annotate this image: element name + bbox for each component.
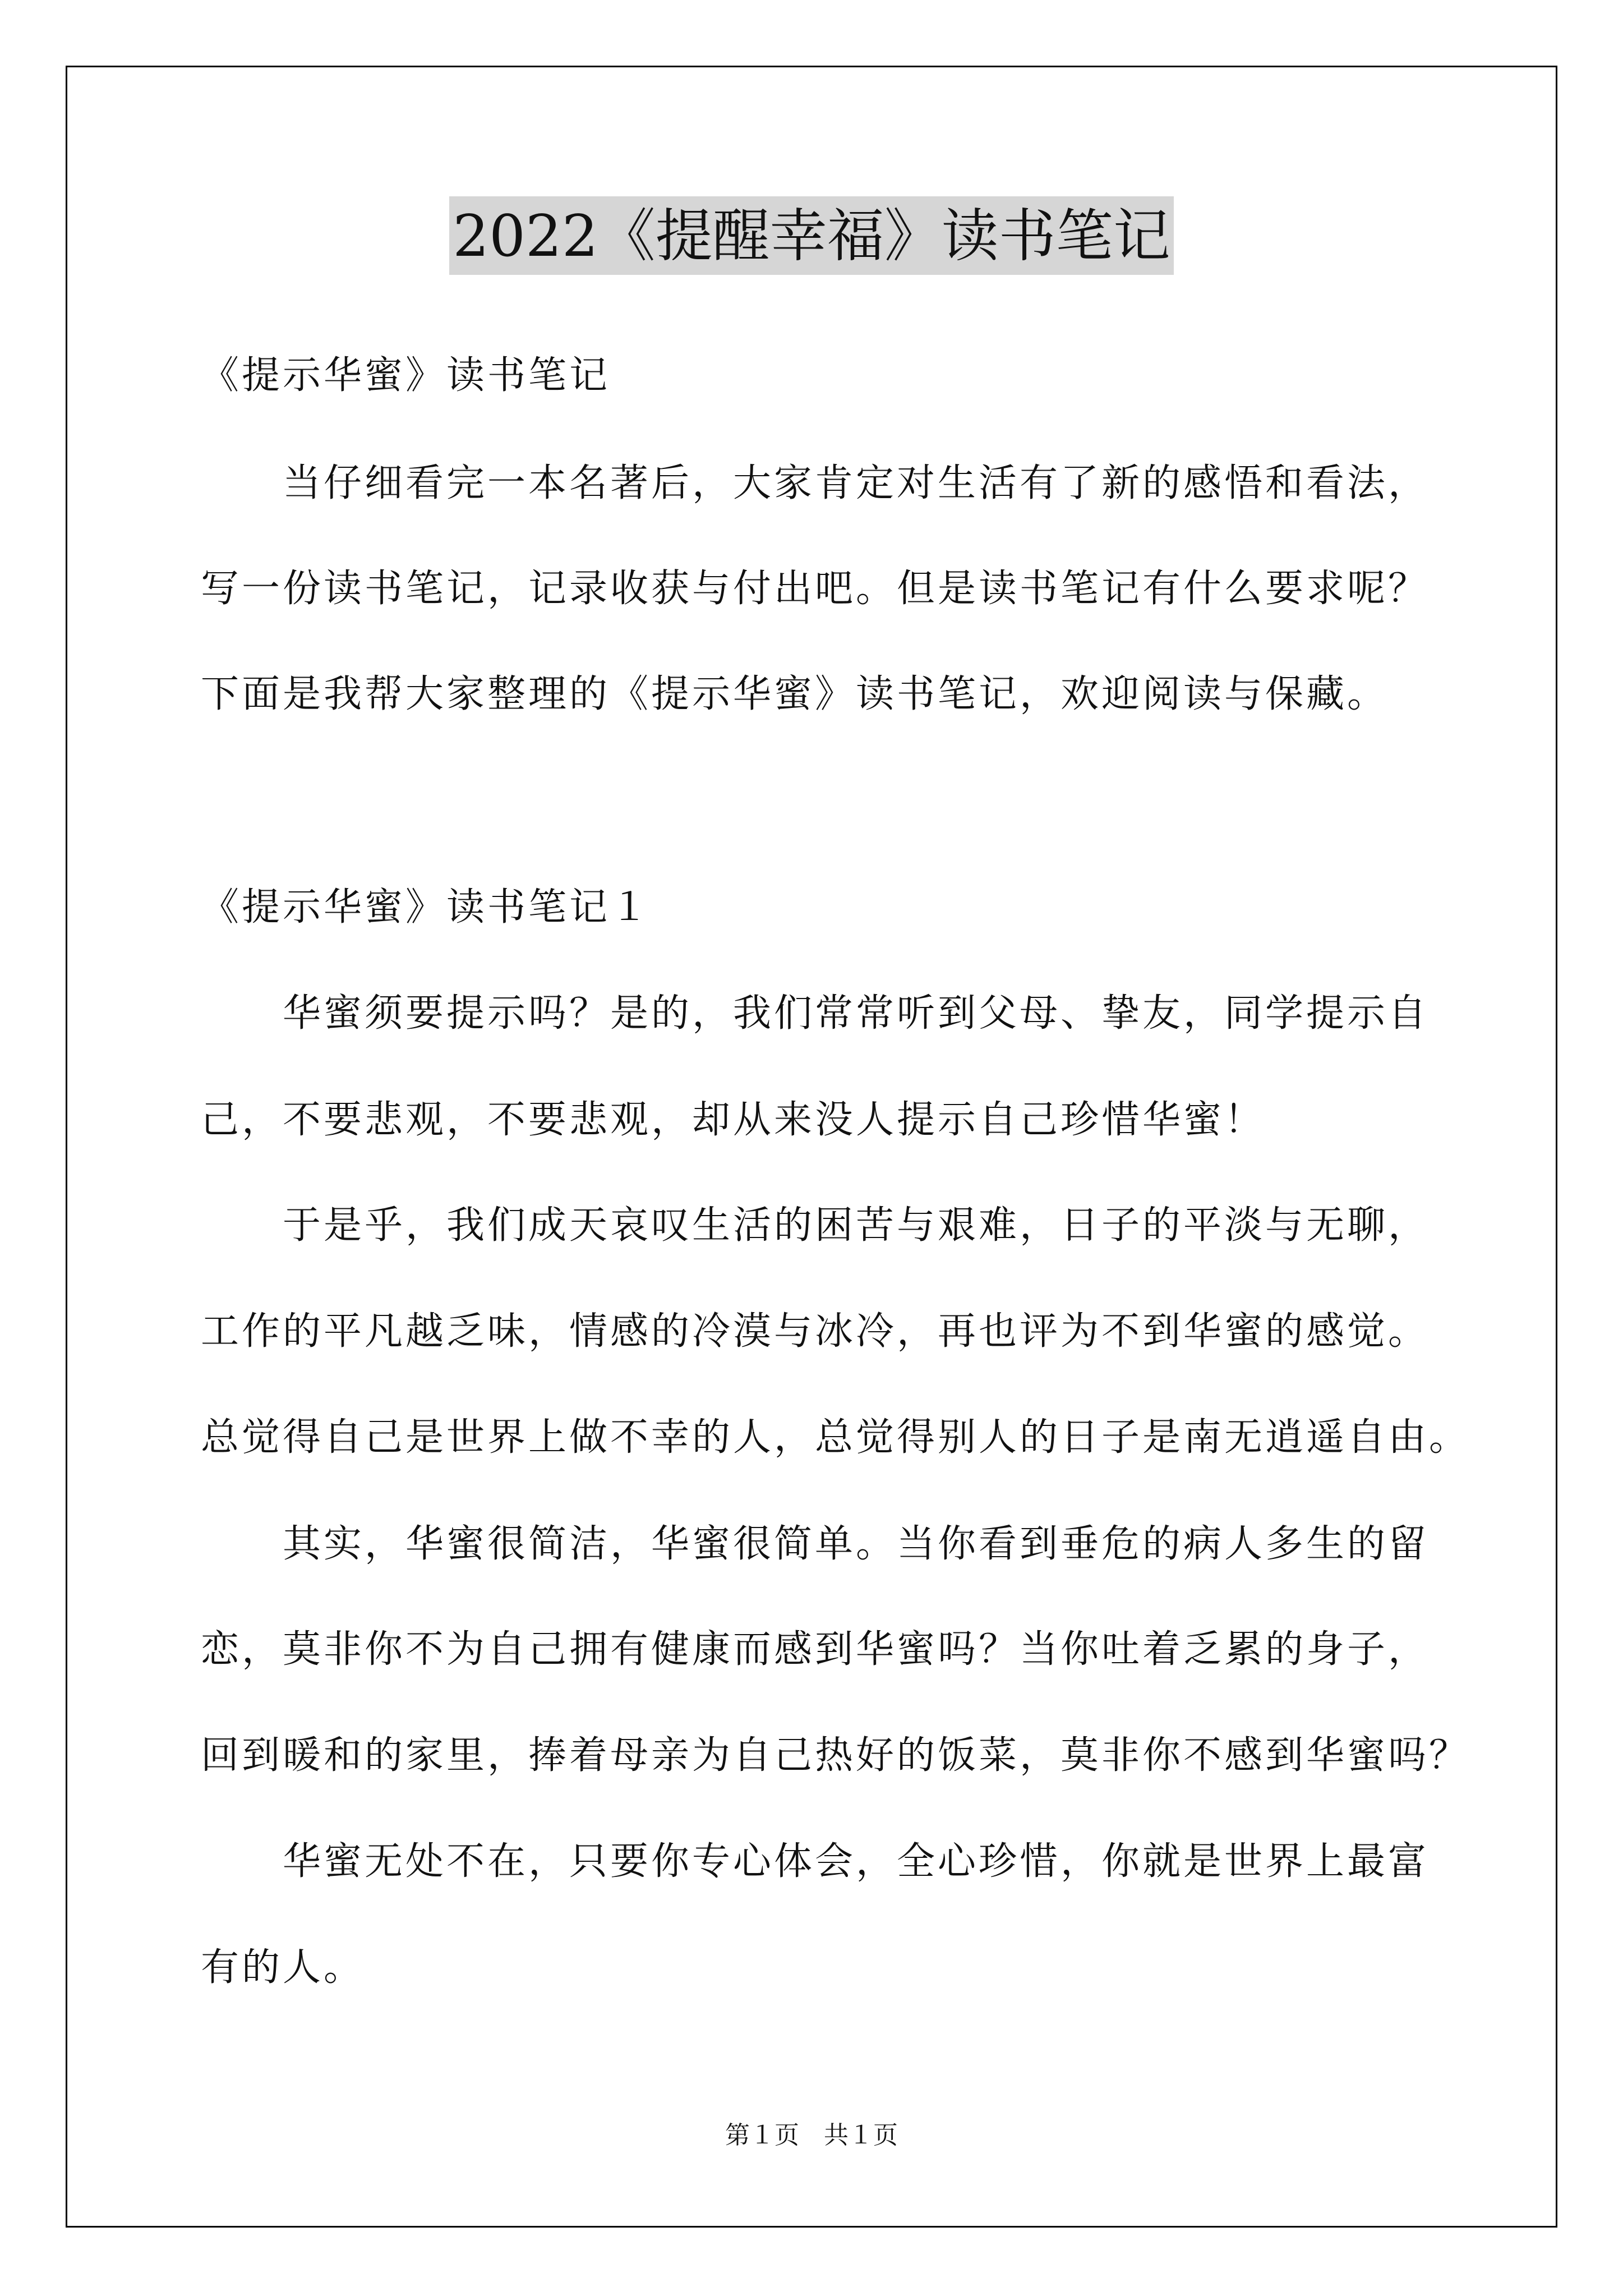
page-number-footer: 第１页 共１页 [725,2121,898,2150]
paragraph-line: 己，不要悲观，不要悲观，却从来没人提示自己珍惜华蜜！ [201,1098,1266,1142]
paragraph-line: 于是乎，我们成天哀叹生活的困苦与艰难，日子的平淡与无聊， [283,1203,1430,1248]
intro-paragraph-line: 当仔细看完一本名著后，大家肯定对生活有了新的感悟和看法， [283,461,1430,505]
section-heading-1: 《提示华蜜》读书笔记１ [201,885,652,930]
section-heading: 《提示华蜜》读书笔记 [201,353,611,398]
intro-paragraph-line: 下面是我帮大家整理的《提示华蜜》读书笔记，欢迎阅读与保藏。 [201,672,1389,716]
intro-paragraph-line: 写一份读书笔记，记录收获与付出吧。但是读书笔记有什么要求呢？ [201,567,1430,611]
title-container [0,196,1623,275]
paragraph-line: 总觉得自己是世界上做不幸的人，总觉得别人的日子是南无逍遥自由。 [201,1415,1470,1460]
paragraph-line: 回到暖和的家里，捧着母亲为自己热好的饭菜，莫非你不感到华蜜吗？ [201,1733,1470,1778]
paragraph-line: 有的人。 [201,1945,365,1990]
paragraph-line: 其实，华蜜很简洁，华蜜很简单。当你看到垂危的病人多生的留 [283,1522,1430,1566]
document-title: 2022《提醒幸福》读书笔记 [449,196,1174,275]
paragraph-line: 恋，莫非你不为自己拥有健康而感到华蜜吗？当你吐着乏累的身子， [201,1627,1430,1672]
paragraph-line: 华蜜无处不在，只要你专心体会，全心珍惜，你就是世界上最富 [283,1839,1430,1884]
paragraph-line: 工作的平凡越乏味，情感的冷漠与冰冷，再也评为不到华蜜的感觉。 [201,1309,1430,1354]
paragraph-line: 华蜜须要提示吗？是的，我们常常听到父母、挚友，同学提示自 [283,991,1430,1036]
